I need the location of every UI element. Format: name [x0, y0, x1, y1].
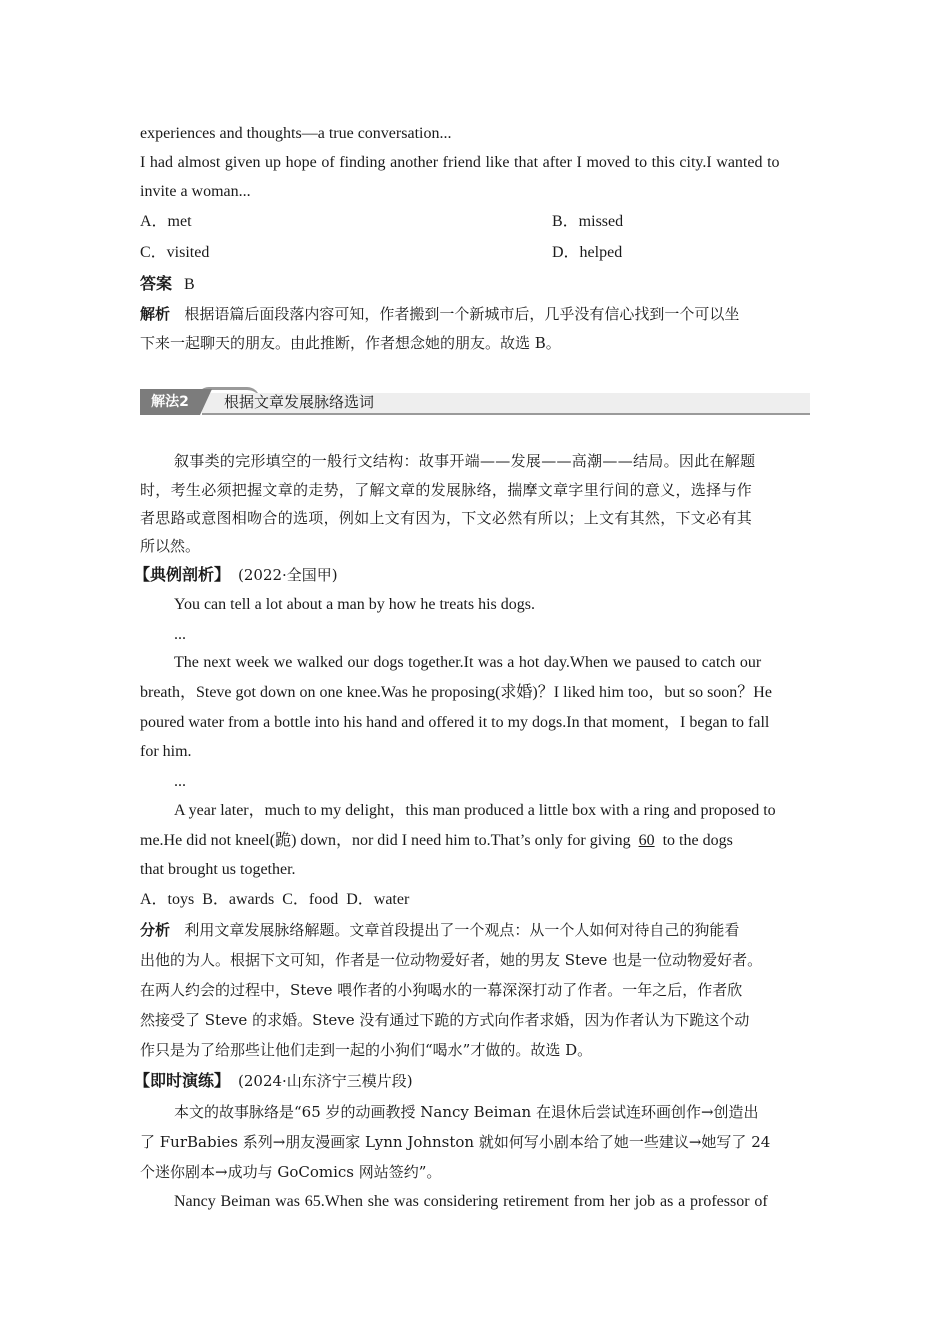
practice-source: (2024·山东济宁三模片段) — [238, 1072, 413, 1090]
example-text-part: me.He did not kneel(跪) down，nor did I need him to.That’s only for giving — [140, 832, 631, 849]
option-b: B．missed — [552, 213, 624, 230]
answer-label: 答案 — [140, 274, 173, 293]
intro-line: 叙事类的完形填空的一般行文结构：故事开端——发展——高潮——结局。因此在解题 — [174, 452, 756, 470]
option-a: A．met — [140, 213, 192, 230]
section-title: 根据文章发展脉络选词 — [224, 393, 375, 411]
practice-line: Nancy Beiman was 65.When she was considering retirement from her job as a professor of — [174, 1193, 768, 1210]
intro-line: 所以然。 — [140, 537, 201, 555]
analysis-label: 分析 — [140, 921, 171, 939]
analysis-label: 解析 — [140, 305, 171, 323]
passage-line: invite a woman... — [140, 183, 251, 200]
practice-line: 了 FurBabies 系列→朋友漫画家 Lynn Johnston 就如何写小剧本给了她一些建议→她写了 24 — [140, 1133, 771, 1151]
example-text: for him. — [140, 743, 192, 760]
passage-line: experiences and thoughts—a true conversation... — [140, 125, 452, 142]
example-text: A year later，much to my delight，this man produced a little box with a ring and proposed to — [174, 802, 776, 819]
option-row — [140, 242, 623, 264]
option-d: D．helped — [552, 244, 623, 261]
intro-line: 时，考生必须把握文章的走势，了解文章的发展脉络，揣摩文章字里行间的意义，选择与作 — [140, 481, 753, 499]
analysis-text: 利用文章发展脉络解题。文章首段提出了一个观点：从一个人如何对待自己的狗能看 — [184, 921, 740, 939]
example-heading — [134, 564, 338, 587]
practice-heading — [134, 1070, 413, 1093]
analysis-line — [140, 919, 739, 941]
answer-row — [140, 273, 195, 296]
option-c: C．visited — [140, 244, 210, 261]
ellipsis: ... — [174, 626, 186, 643]
blank-number: 60 — [638, 832, 655, 849]
example-text: You can tell a lot about a man by how he treats his dogs. — [174, 596, 535, 613]
example-text — [140, 830, 733, 852]
example-label: 【典例剖析】 — [134, 565, 231, 584]
example-text: breath，Steve got down on one knee.Was he proposing(求婚)？I liked him too，but so soon？He — [140, 684, 772, 701]
practice-line: 个迷你剧本→成功与 GoComics 网站签约”。 — [140, 1163, 442, 1181]
example-text-part: to the dogs — [662, 832, 733, 849]
ellipsis: ... — [174, 773, 186, 790]
example-source: (2022·全国甲) — [238, 566, 338, 584]
analysis-text: 根据语篇后面段落内容可知，作者搬到一个新城市后，几乎没有信心找到一个可以坐 — [184, 305, 740, 323]
practice-line: 本文的故事脉络是“65 岁的动画教授 Nancy Beiman 在退休后尝试连环画创作→创造出 — [174, 1103, 759, 1121]
analysis-line: 然接受了 Steve 的求婚。Steve 没有通过下跪的方式向作者求婚，因为作者认为下跪这个动 — [140, 1011, 750, 1029]
answer-value: B — [184, 276, 195, 293]
analysis-line: 出他的为人。根据下文可知，作者是一位动物爱好者，她的男友 Steve 也是一位动物爱好者。 — [140, 951, 763, 969]
example-options: A．toys B．awards C．food D．water — [140, 891, 410, 908]
analysis-line: 下来一起聊天的朋友。由此推断，作者想念她的朋友。故选 B。 — [140, 334, 561, 352]
example-text: that brought us together. — [140, 861, 296, 878]
section-tab: 解法2 — [140, 389, 200, 415]
practice-label: 【即时演练】 — [134, 1071, 231, 1090]
intro-line: 者思路或意图相吻合的选项，例如上文有因为，下文必然有所以；上文有其然，下文必有其 — [140, 509, 753, 527]
example-text: poured water from a bottle into his hand and offered it to my dogs.In that moment，I began to fall — [140, 714, 770, 731]
analysis-line: 作只是为了给那些让他们走到一起的小狗们“喝水”才做的。故选 D。 — [140, 1041, 593, 1059]
option-row — [140, 211, 624, 233]
analysis-line: 在两人约会的过程中，Steve 喂作者的小狗喝水的一幕深深打动了作者。一年之后，作者欣 — [140, 981, 743, 999]
analysis-line — [140, 303, 739, 325]
passage-line: I had almost given up hope of finding another friend like that after I moved to this city.I wanted to — [140, 154, 780, 171]
example-text: The next week we walked our dogs together.It was a hot day.When we paused to catch our — [174, 654, 762, 671]
section-header — [140, 387, 810, 415]
